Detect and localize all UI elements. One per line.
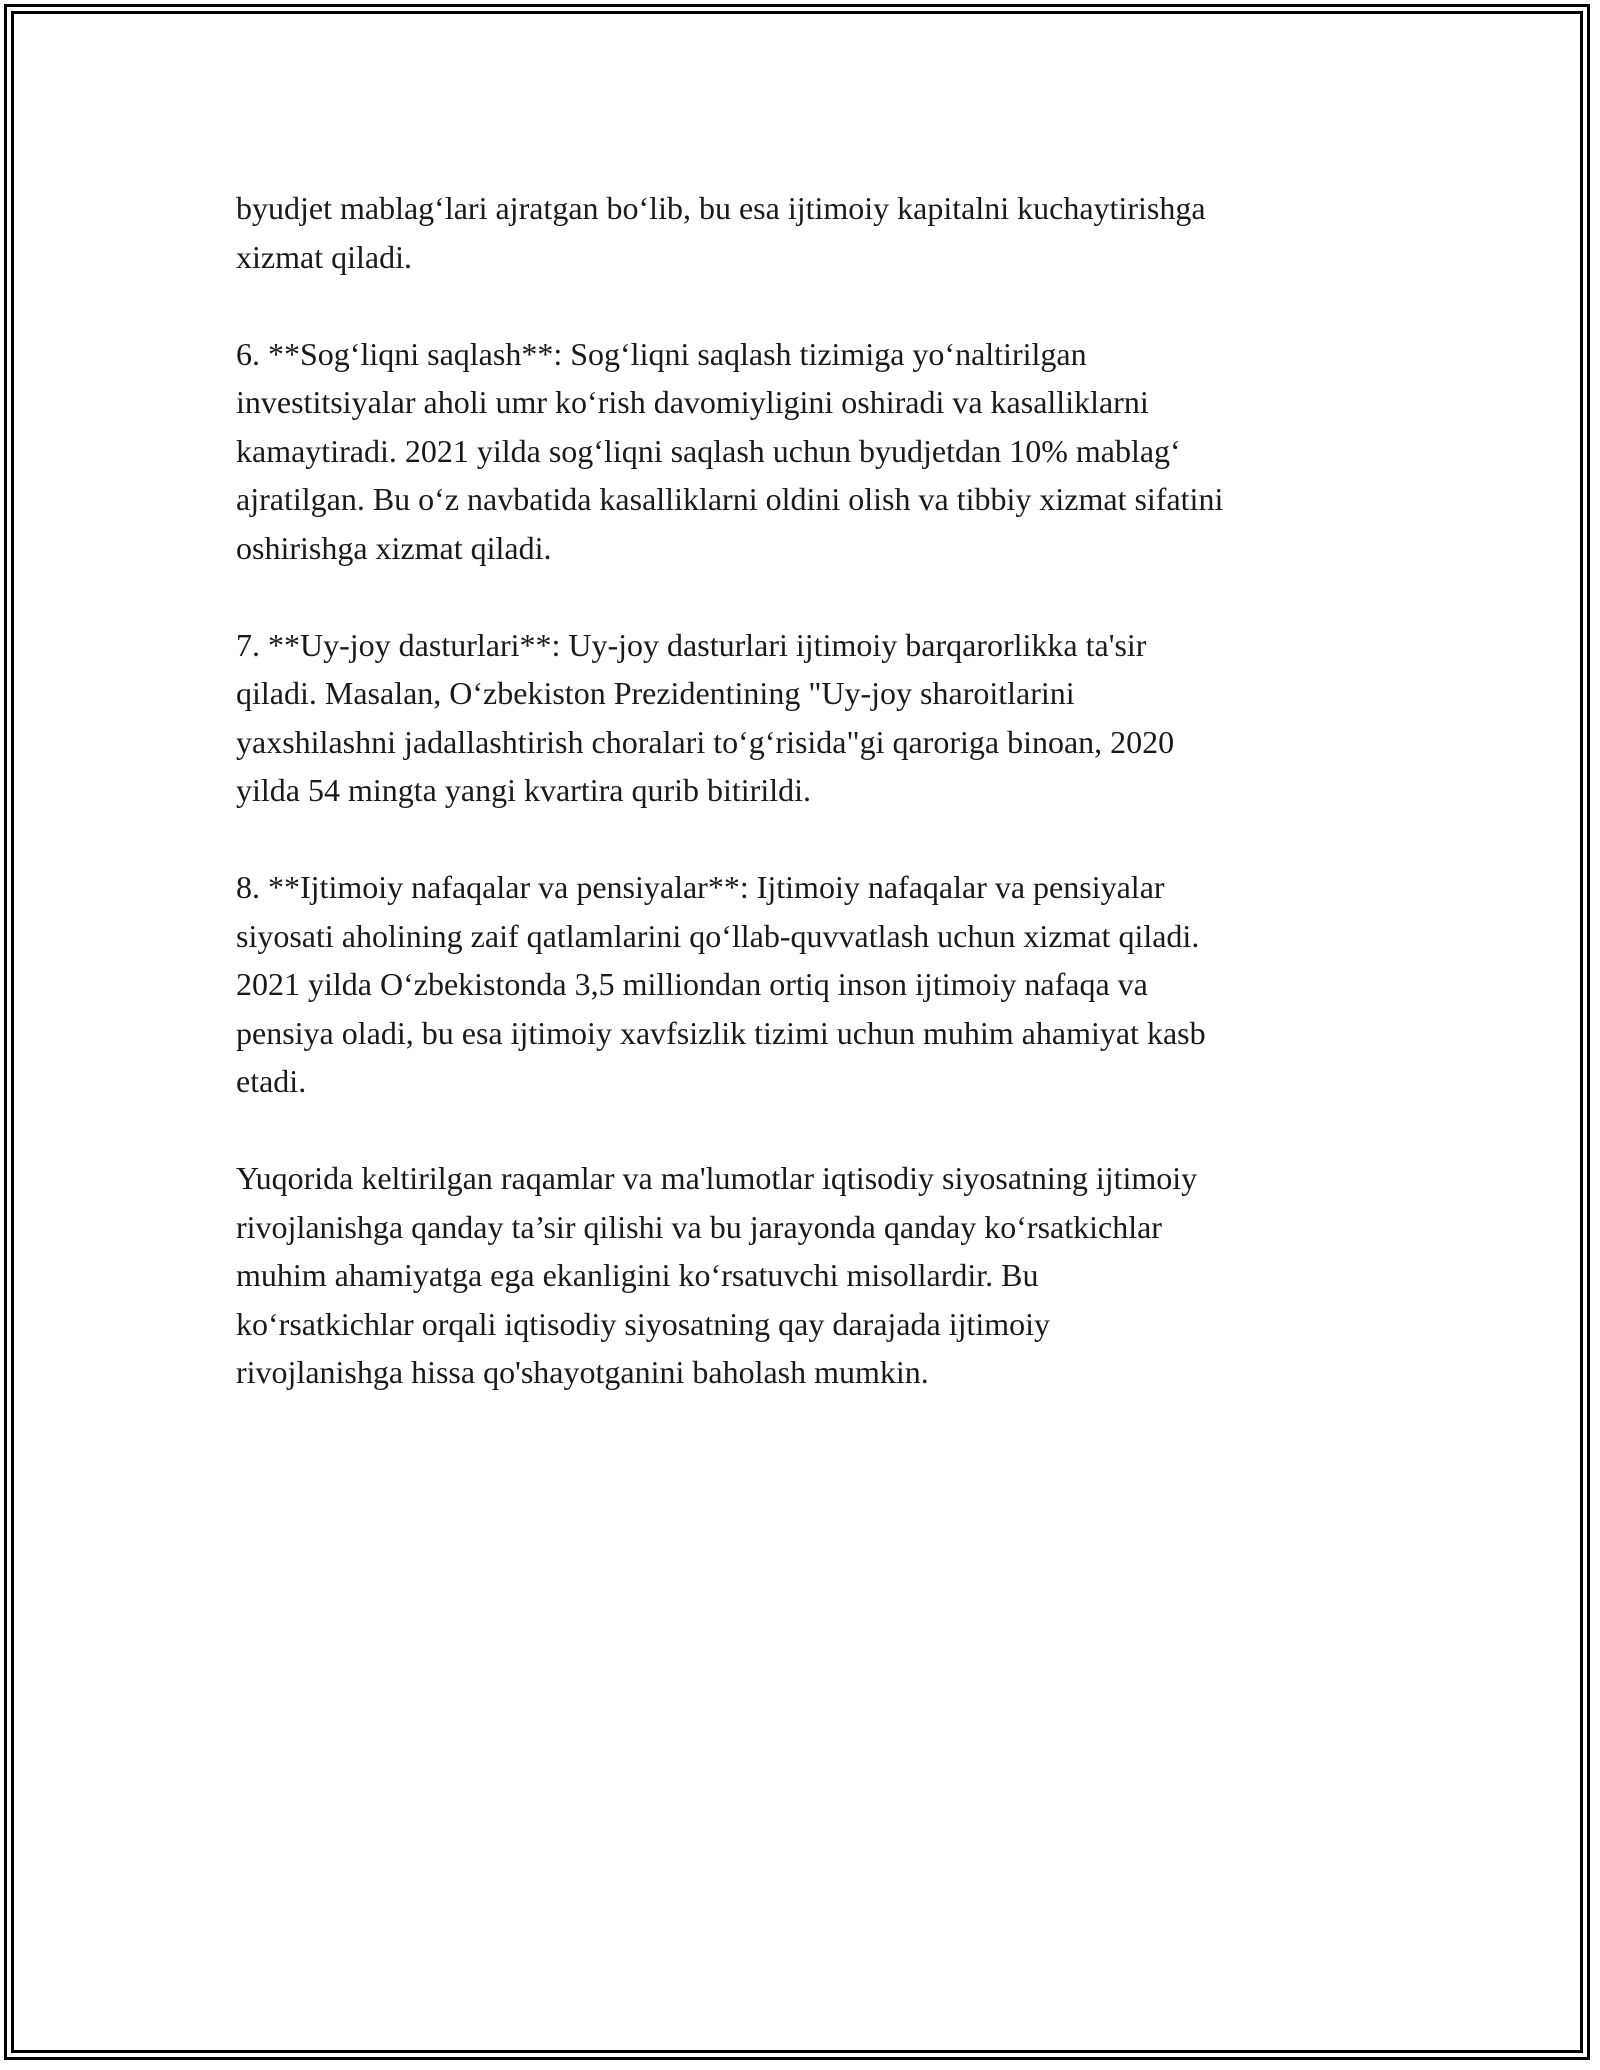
document-body [236, 184, 1376, 1397]
paragraph-housing-programs: 7. **Uy-joy dasturlari**: Uy-joy dasturlari ijtimoiy barqarorlikka ta'sir qiladi. Masalan, O‘zbekiston Prezidentining "Uy-joy sharoitlarini yaxshilashni jadallashtirish choralari to‘g‘risida"gi qaroriga binoan, 2020 yilda 54 mingta yangi kvartira qurib bitirildi. [236, 626, 1175, 808]
paragraph-conclusion: Yuqorida keltirilgan raqamlar va ma'lumotlar iqtisodiy siyosatning ijtimoiy rivojlanishga qanday ta’sir qilishi va bu jarayonda qanday ko‘rsatkichlar muhim ahamiyatga ega ekanligini ko‘rsatuvchi misollardir. Bu ko‘rsatkichlar orqali iqtisodiy siyosatning qay darajada ijtimoiy rivojlanishga hissa qo'shayotganini baholash mumkin. [236, 1160, 1198, 1390]
paragraph-continuation: byudjet mablag‘lari ajratgan bo‘lib, bu esa ijtimoiy kapitalni kuchaytirishga xizmat qiladi. [236, 190, 1206, 275]
paragraph-healthcare: 6. **Sog‘liqni saqlash**: Sog‘liqni saqlash tizimiga yo‘naltirilgan investitsiyalar aholi umr ko‘rish davomiyligini oshiradi va kasalliklarni kamaytiradi. 2021 yilda sog‘liqni saqlash uchun byudjetdan 10% mablag‘ ajratilgan. Bu o‘z navbatida kasalliklarni oldini olish va tibbiy xizmat sifatini oshirishga xizmat qiladi. [236, 335, 1224, 566]
paragraph-social-benefits-pensions: 8. **Ijtimoiy nafaqalar va pensiyalar**: Ijtimoiy nafaqalar va pensiyalar siyosati aholining zaif qatlamlarini qo‘llab-quvvatlash uchun xizmat qiladi. 2021 yilda O‘zbekistonda 3,5 milliondan ortiq inson ijtimoiy nafaqa va pensiya oladi, bu esa ijtimoiy xavfsizlik tizimi uchun muhim ahamiyat kasb etadi. [236, 869, 1206, 1099]
